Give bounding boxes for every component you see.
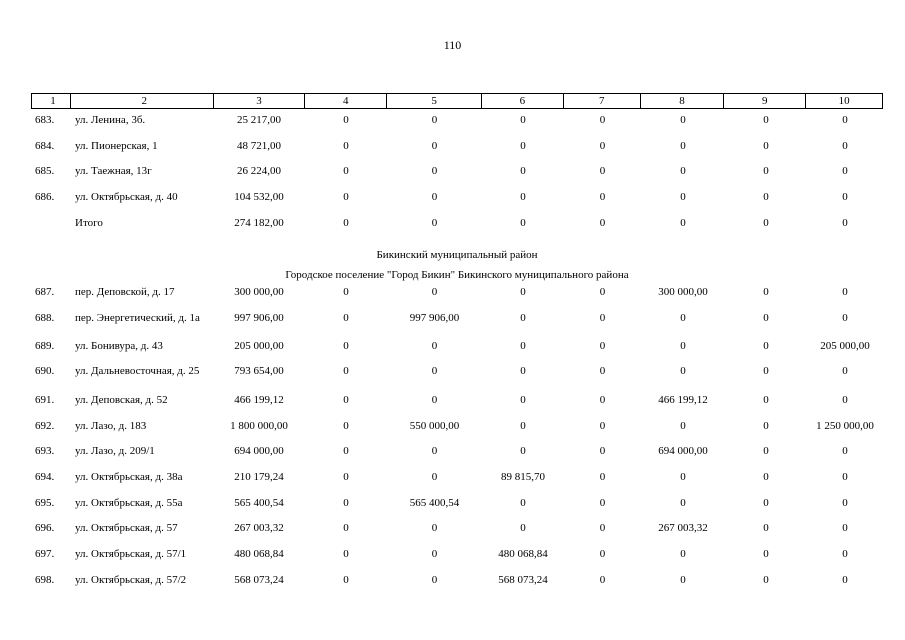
table-row (31, 446, 883, 457)
table-cell: 683. (35, 114, 55, 126)
header-cell: 5 (387, 94, 482, 108)
header-cell: 10 (838, 95, 850, 107)
table-cell: 0 (680, 574, 686, 586)
table-cell: 0 (842, 165, 848, 177)
table-cell: 0 (680, 420, 686, 432)
table-cell: 997 906,00 (234, 312, 284, 324)
table-cell: 0 (431, 217, 438, 229)
table-cell: 0 (343, 340, 349, 352)
table-cell: 0 (520, 217, 526, 229)
table-row (31, 498, 883, 509)
table-cell: 0 (343, 394, 349, 406)
table-cell: 0 (842, 522, 848, 534)
table-cell: 0 (520, 191, 526, 203)
table-cell: 0 (763, 114, 769, 126)
page-number: 110 (443, 38, 462, 52)
table-cell: 0 (599, 522, 606, 534)
table-cell: 466 199,12 (234, 394, 284, 406)
table-cell: 0 (842, 312, 848, 324)
table-cell: 205 000,00 (820, 340, 870, 352)
table-cell: 0 (842, 286, 848, 298)
table-cell: 793 654,00 (234, 365, 284, 377)
table-cell: 1 800 000,00 (230, 420, 288, 432)
table-cell: 89 815,70 (501, 471, 545, 483)
table-cell: 0 (431, 140, 438, 152)
section-district-title: Бикинский муниципальный район (376, 249, 538, 261)
table-cell: 0 (520, 394, 526, 406)
table-cell: 267 003,32 (658, 522, 708, 534)
header-cell: 6 (482, 94, 564, 108)
table-cell: 0 (763, 445, 769, 457)
table-cell: ул. Лазо, д. 183 (75, 420, 147, 432)
table-cell: 0 (520, 140, 526, 152)
table-cell: 0 (599, 445, 606, 457)
table-cell: 0 (520, 114, 526, 126)
table-cell: 0 (680, 365, 686, 377)
table-cell: 0 (343, 365, 349, 377)
table-cell: 0 (431, 165, 438, 177)
table-cell: 690. (35, 365, 55, 377)
table-cell: 550 000,00 (409, 420, 460, 432)
table-cell: 25 217,00 (237, 114, 281, 126)
table-cell: 0 (431, 574, 438, 586)
table-cell: ул. Дальневосточная, д. 25 (75, 365, 200, 377)
table-cell: 0 (842, 497, 848, 509)
table-cell: 48 721,00 (237, 140, 281, 152)
table-row (31, 575, 883, 586)
table-cell: 0 (763, 522, 769, 534)
table-cell: 0 (842, 217, 848, 229)
table-cell: 0 (599, 286, 606, 298)
table-cell: 0 (520, 420, 526, 432)
table-cell: 695. (35, 497, 55, 509)
table-cell: пер. Энергетический, д. 1а (75, 312, 200, 324)
table-cell: 0 (842, 445, 848, 457)
table-cell: ул. Бонивура, д. 43 (75, 340, 163, 352)
table-cell: 997 906,00 (409, 312, 460, 324)
table-cell: 685. (35, 165, 55, 177)
table-cell: 0 (842, 114, 848, 126)
table-cell: 0 (842, 394, 848, 406)
table-cell: 0 (680, 140, 686, 152)
table-cell: 0 (431, 114, 438, 126)
table-cell: 0 (680, 191, 686, 203)
table-cell: 0 (680, 497, 686, 509)
table-cell: 205 000,00 (234, 340, 284, 352)
table-cell: 0 (599, 340, 606, 352)
header-cell: 3 (214, 94, 306, 108)
table-cell: 0 (343, 574, 349, 586)
table-cell: 0 (343, 445, 349, 457)
table-cell: 0 (520, 340, 526, 352)
table-cell: 0 (343, 140, 349, 152)
header-cell: 7 (564, 94, 641, 108)
table-cell: 0 (343, 191, 349, 203)
table-cell: 466 199,12 (658, 394, 708, 406)
table-cell: 0 (431, 471, 438, 483)
table-cell: 0 (599, 548, 606, 560)
table-cell: 684. (35, 140, 55, 152)
table-cell: 0 (431, 191, 438, 203)
table-cell: 0 (763, 340, 769, 352)
table-cell: 688. (35, 312, 55, 324)
table-cell: 0 (599, 140, 606, 152)
table-row (31, 472, 883, 483)
table-cell: 0 (680, 217, 686, 229)
table-cell: 0 (599, 114, 606, 126)
table-cell: ул. Деповская, д. 52 (75, 394, 168, 406)
table-cell: 0 (343, 471, 349, 483)
header-cell: 1 (32, 94, 71, 108)
table-cell: 0 (599, 191, 606, 203)
table-cell: 0 (343, 286, 349, 298)
table-cell: 0 (680, 548, 686, 560)
table-cell: 1 250 000,00 (816, 420, 874, 432)
table-cell: ул. Октябрьская, д. 40 (75, 191, 178, 203)
table-cell: 0 (680, 312, 686, 324)
table-cell: 0 (842, 574, 848, 586)
table-cell: 210 179,24 (234, 471, 284, 483)
table-cell: 0 (599, 471, 606, 483)
table-cell: 0 (763, 312, 769, 324)
table-row (31, 192, 883, 203)
table-cell: 0 (842, 365, 848, 377)
table-row (31, 313, 883, 324)
table-cell: 0 (431, 340, 438, 352)
table-cell: пер. Деповской, д. 17 (75, 286, 175, 298)
header-cell: 4 (305, 94, 387, 108)
table-cell: 0 (599, 497, 606, 509)
table-cell: 0 (763, 365, 769, 377)
table-cell: 691. (35, 394, 55, 406)
table-cell: 104 532,00 (234, 191, 284, 203)
table-cell: 26 224,00 (237, 165, 281, 177)
table-row (31, 549, 883, 560)
table-cell: Итого (75, 217, 103, 229)
table-cell: 300 000,00 (658, 286, 708, 298)
table-row (31, 166, 883, 177)
table-cell: 0 (520, 286, 526, 298)
table-cell: 267 003,32 (234, 522, 284, 534)
table-header (31, 93, 883, 109)
table-cell: 0 (599, 574, 606, 586)
table-row (31, 287, 883, 298)
table-cell: ул. Ленина, 3б. (75, 114, 146, 126)
header-cell: 9 (724, 94, 806, 108)
table-row (31, 341, 883, 352)
table-cell: 686. (35, 191, 55, 203)
table-row (31, 218, 883, 229)
table-cell: 0 (763, 497, 769, 509)
table-cell: 0 (599, 312, 606, 324)
table-cell: 0 (343, 420, 349, 432)
table-cell: 0 (842, 140, 848, 152)
table-cell: 0 (431, 365, 438, 377)
table-cell: 694 000,00 (234, 445, 284, 457)
table-cell: 274 182,00 (234, 217, 284, 229)
table-cell: ул. Октябрьская, д. 57/1 (75, 548, 187, 560)
header-cell: 2 (71, 94, 214, 108)
table-cell (31, 218, 70, 229)
table-cell: 0 (763, 217, 769, 229)
table-cell: 568 073,24 (498, 574, 548, 586)
table-cell: 692. (35, 420, 55, 432)
table-cell: 0 (680, 340, 686, 352)
table-cell: 0 (763, 140, 769, 152)
table-cell: 0 (520, 365, 526, 377)
table-cell: ул. Октябрьская, д. 55а (75, 497, 183, 509)
table-cell: 0 (520, 497, 526, 509)
table-cell: 0 (599, 420, 606, 432)
table-cell: 0 (343, 522, 349, 534)
table-cell: 0 (763, 548, 769, 560)
table-row (31, 115, 883, 126)
table-cell: 0 (763, 420, 769, 432)
table-cell: 0 (763, 394, 769, 406)
table-cell: 687. (35, 286, 55, 298)
table-cell: 693. (35, 445, 55, 457)
table-cell: 565 400,54 (234, 497, 284, 509)
table-cell: 0 (431, 548, 438, 560)
table-cell: 0 (763, 574, 769, 586)
table-cell: 0 (343, 497, 349, 509)
table-cell: ул. Октябрьская, д. 57 (75, 522, 178, 534)
table-row (31, 395, 883, 406)
table-cell: 565 400,54 (409, 497, 460, 509)
table-cell: 0 (842, 191, 848, 203)
table-cell: 0 (599, 394, 606, 406)
table-cell: 0 (520, 165, 526, 177)
table-cell: 0 (842, 471, 848, 483)
table-cell: 0 (343, 165, 349, 177)
table-cell: 0 (520, 522, 526, 534)
table-cell: 0 (599, 365, 606, 377)
table-cell: 300 000,00 (234, 286, 284, 298)
table-cell: 0 (343, 548, 349, 560)
table-cell: 696. (35, 522, 55, 534)
table-cell: 0 (599, 217, 606, 229)
table-cell: 0 (680, 165, 686, 177)
table-cell: 0 (431, 286, 438, 298)
table-cell: 0 (842, 548, 848, 560)
table-cell: 0 (763, 191, 769, 203)
table-cell: ул. Октябрьская, д. 57/2 (75, 574, 187, 586)
table-cell: 694. (35, 471, 55, 483)
table-cell: 0 (763, 286, 769, 298)
table-cell: 0 (763, 471, 769, 483)
table-cell: 0 (431, 522, 438, 534)
table-cell: 0 (343, 114, 349, 126)
table-cell: 0 (763, 165, 769, 177)
table-row (31, 523, 883, 534)
table-cell: 697. (35, 548, 55, 560)
section-settlement-title: Городское поселение "Город Бикин" Бикинского муниципального района (285, 269, 629, 281)
table-cell: 0 (599, 165, 606, 177)
table-cell: 480 068,84 (234, 548, 284, 560)
header-cell: 8 (641, 94, 725, 108)
table-cell: 0 (431, 394, 438, 406)
table-cell: ул. Таежная, 13г (75, 165, 152, 177)
table-cell: 480 068,84 (498, 548, 548, 560)
table-cell: ул. Октябрьская, д. 38а (75, 471, 183, 483)
table-cell: 0 (343, 217, 349, 229)
table-cell: 0 (520, 445, 526, 457)
table-cell: 0 (680, 471, 686, 483)
table-cell: 0 (431, 445, 438, 457)
table-row (31, 421, 883, 432)
table-row (31, 366, 883, 377)
table-row (31, 141, 883, 152)
table-cell: ул. Лазо, д. 209/1 (75, 445, 155, 457)
table-cell: 0 (680, 114, 686, 126)
table-cell: ул. Пионерская, 1 (75, 140, 158, 152)
table-cell: 568 073,24 (234, 574, 284, 586)
table-cell: 698. (35, 574, 55, 586)
table-cell: 0 (343, 312, 349, 324)
table-cell: 689. (35, 340, 55, 352)
table-cell: 694 000,00 (658, 445, 708, 457)
table-cell: 0 (520, 312, 526, 324)
